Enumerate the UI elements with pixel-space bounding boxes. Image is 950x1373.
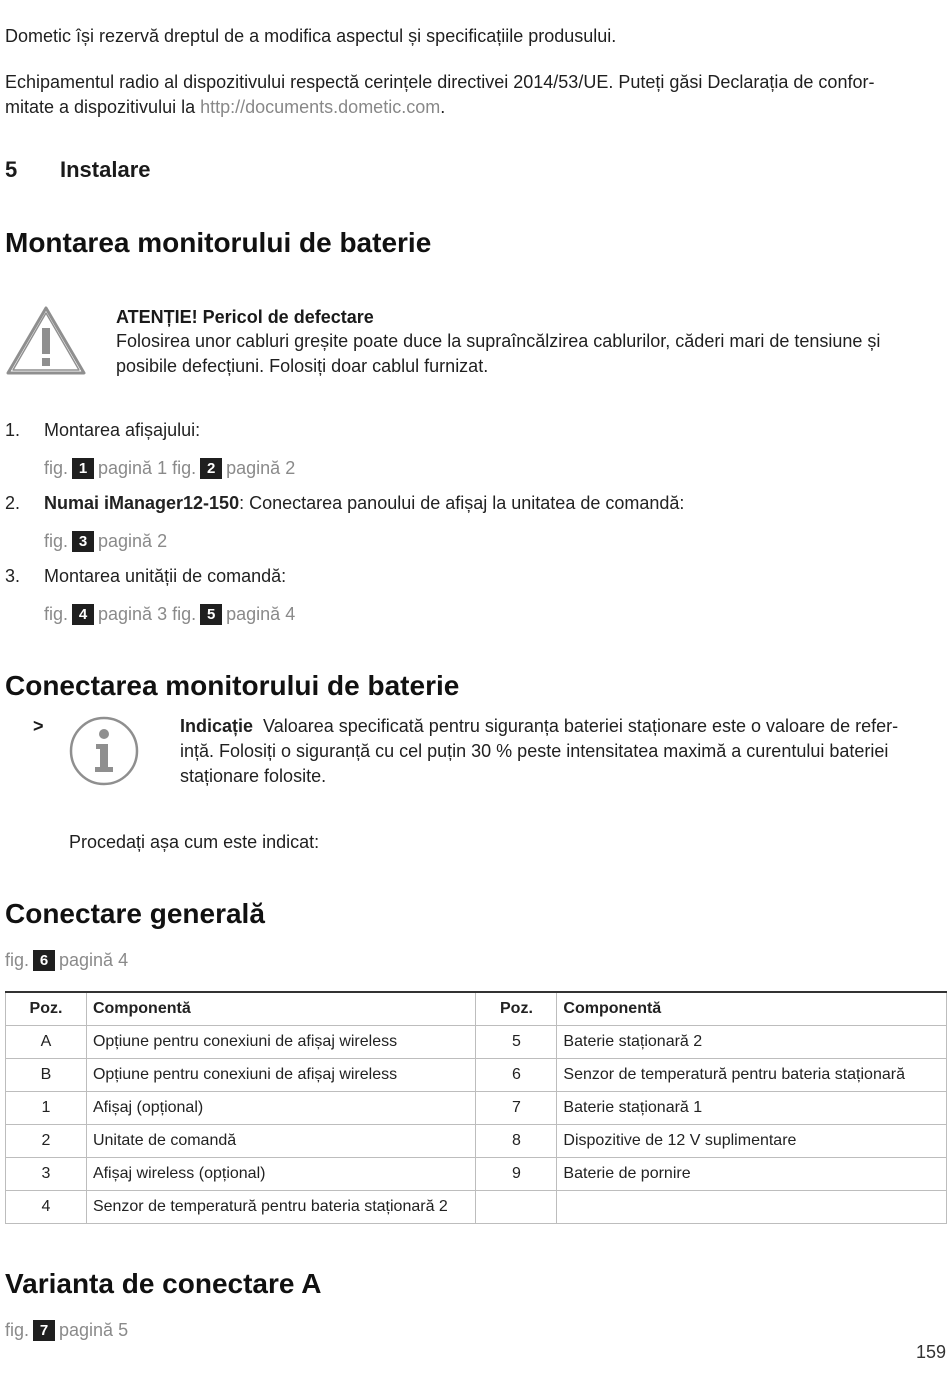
fig-number-badge[interactable]: 1: [72, 458, 94, 479]
fig-word: fig.: [44, 604, 69, 624]
step-1-text: Montarea afișajului:: [44, 420, 201, 440]
caution-text-line1: Folosirea unor cabluri greșite poate duce la supraîncălzirea cablurilor, căderi mari de tensiune și: [116, 331, 881, 351]
page-number-ref[interactable]: 4: [285, 604, 296, 624]
page-number-ref[interactable]: 4: [118, 950, 129, 970]
cell-component: Unitate de comandă: [86, 1125, 476, 1158]
page-word: pagină: [59, 950, 114, 970]
header-poz: Poz.: [6, 992, 87, 1026]
step-3-number: 3.: [5, 566, 21, 586]
caution-title: ATENȚIE! Pericol de defectare: [116, 307, 374, 327]
general-fig-ref: [5, 948, 128, 973]
header-component: Componentă: [557, 992, 947, 1026]
cell-position: 9: [476, 1158, 557, 1191]
table-row: [6, 1158, 947, 1191]
mount-heading: Montarea monitorului de baterie: [5, 227, 432, 258]
cell-component: Opțiune pentru conexiuni de afișaj wireless: [86, 1059, 476, 1092]
caution-text-line2: posibile defecțiuni. Folosiți doar cablul furnizat.: [116, 356, 489, 376]
radio-text-line2: mitate a dispozitivului la: [5, 97, 201, 117]
radio-text-line1: Echipamentul radio al dispozitivului respectă cerințele directivei 2014/53/UE. Puteți găsi Declarația de confor-: [5, 72, 875, 92]
intro-paragraph: [5, 24, 616, 49]
step-2-bold: Numai iManager12-150: [44, 493, 240, 513]
fig-word: fig.: [44, 531, 69, 551]
table-row: [6, 1191, 947, 1224]
step-3-fig-refs: [44, 602, 295, 627]
fig-word: fig.: [5, 950, 30, 970]
cell-component: Baterie de pornire: [557, 1158, 947, 1191]
fig-number-badge[interactable]: 2: [200, 458, 222, 479]
section-title: Instalare: [60, 157, 151, 182]
cell-position: 3: [6, 1158, 87, 1191]
table-row: [6, 1059, 947, 1092]
step-3-text: Montarea unității de comandă:: [44, 566, 287, 586]
fig-word: fig.: [44, 458, 69, 478]
connect-heading: Conectarea monitorului de baterie: [5, 670, 460, 701]
variant-a-heading: Varianta de conectare A: [5, 1268, 322, 1299]
page-word: pagină: [98, 531, 153, 551]
general-heading: Conectare generală: [5, 898, 265, 929]
warning-triangle-icon: [5, 305, 87, 377]
page-number-ref[interactable]: 5: [118, 1320, 129, 1340]
cell-component: Baterie staționară 1: [557, 1092, 947, 1125]
step-2-text: [44, 493, 684, 514]
cell-position: 6: [476, 1059, 557, 1092]
intro-text: Dometic își rezervă dreptul de a modifica aspectul și specificațiile produsului.: [5, 26, 617, 46]
note-label: Indicație: [180, 716, 254, 736]
page-number: 159: [915, 1342, 946, 1362]
note-text-line1: Valoarea specificată pentru siguranța bateriei staționare este o valoare de refer-: [263, 716, 899, 736]
components-table: [5, 991, 947, 1224]
fig-number-badge[interactable]: 7: [33, 1320, 55, 1341]
cell-position: B: [6, 1059, 87, 1092]
note-text-line2: ință. Folosiți o siguranță cu cel puțin 30 % peste intensitatea maximă a curentului bateriei: [180, 741, 889, 761]
cell-position: 2: [6, 1125, 87, 1158]
fig-number-badge[interactable]: 4: [72, 604, 94, 625]
table-header-row: [6, 992, 947, 1026]
cell-component: Opțiune pentru conexiuni de afișaj wireless: [86, 1026, 476, 1059]
fig-word: fig.: [172, 604, 197, 624]
cell-position: A: [6, 1026, 87, 1059]
cell-component: Senzor de temperatură pentru bateria staționară 2: [86, 1191, 476, 1224]
step-1-number: 1.: [5, 420, 21, 440]
radio-text-period: .: [440, 97, 446, 117]
cell-position: 7: [476, 1092, 557, 1125]
fig-word: fig.: [172, 458, 197, 478]
page-number-ref[interactable]: 1: [157, 458, 168, 478]
cell-component: [557, 1191, 947, 1224]
note-block: [180, 714, 898, 789]
cell-position: 8: [476, 1125, 557, 1158]
header-component: Componentă: [86, 992, 476, 1026]
header-poz: Poz.: [476, 992, 557, 1026]
radio-paragraph: [5, 70, 945, 120]
cell-position: [476, 1191, 557, 1224]
step-1-fig-refs: [44, 456, 295, 481]
cell-position: 5: [476, 1026, 557, 1059]
step-2-rest: : Conectarea panoului de afișaj la unitatea de comandă:: [239, 493, 685, 513]
page-word: pagină: [226, 458, 281, 478]
page-word: pagină: [226, 604, 281, 624]
proceed-text: Procedați așa cum este indicat:: [69, 832, 320, 852]
fig-number-badge[interactable]: 3: [72, 531, 94, 552]
fig-number-badge[interactable]: 5: [200, 604, 222, 625]
table-row: [6, 1125, 947, 1158]
table-row: [6, 1092, 947, 1125]
cell-component: Senzor de temperatură pentru bateria staționară: [557, 1059, 947, 1092]
cell-position: 4: [6, 1191, 87, 1224]
table-row: [6, 1026, 947, 1059]
page-word: pagină: [98, 458, 153, 478]
page-word: pagină: [98, 604, 153, 624]
cell-position: 1: [6, 1092, 87, 1125]
variant-a-fig-ref: [5, 1318, 128, 1343]
note-text-line3: staționare folosite.: [180, 766, 327, 786]
cell-component: Baterie staționară 2: [557, 1026, 947, 1059]
cell-component: Dispozitive de 12 V suplimentare: [557, 1125, 947, 1158]
step-2-fig-refs: [44, 529, 167, 554]
cell-component: Afișaj wireless (opțional): [86, 1158, 476, 1191]
section-number: 5: [5, 157, 18, 182]
documents-link[interactable]: http://documents.dometic.com: [200, 97, 441, 117]
page-word: pagină: [59, 1320, 114, 1340]
page-number-ref[interactable]: 3: [157, 604, 168, 624]
fig-word: fig.: [5, 1320, 30, 1340]
cell-component: Afișaj (opțional): [86, 1092, 476, 1125]
caution-block: [116, 305, 880, 379]
fig-number-badge[interactable]: 6: [33, 950, 55, 971]
page-number-ref[interactable]: 2: [157, 531, 168, 551]
info-icon: [68, 715, 140, 787]
arrow-marker: >: [33, 716, 44, 736]
step-2-number: 2.: [5, 493, 21, 513]
page-number-ref[interactable]: 2: [285, 458, 296, 478]
